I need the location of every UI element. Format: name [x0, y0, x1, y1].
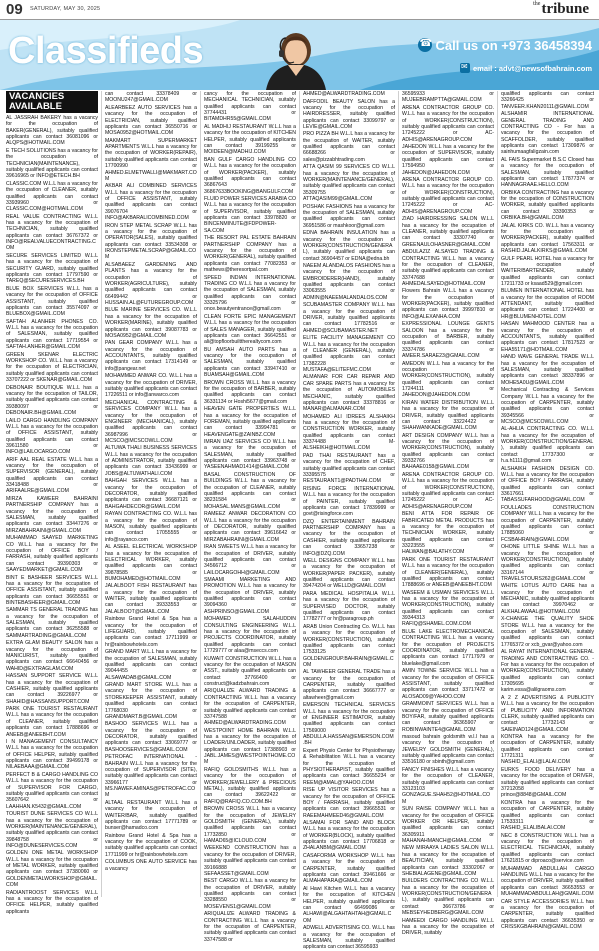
classified-ad: CLEAN FORTE EPIC MANAGEMENT W.L.L has a vacancy for the occupation of SALES MANAGER, suitably qualified applicants can contact 36642551 or ali@topfloorbuilttherealtycom.com — [204, 313, 296, 346]
classified-ad: IMRAN IJAZ SERVICES CO W.L.L has a vacancy for the occupation of SALESMAN, suitably qualified applicants can contact 33963748 or YASEENAHMAD1414@GMAIL.COM — [204, 439, 296, 471]
classified-ad: REAL VALUE CONTRACTING W.L.L has a vacancy for the occupation of TECHNICIAN, suitably qualified applicants can contact 36767372 or INFO@REALVALUECONTRACTING.COM — [6, 213, 98, 252]
classified-ad: AKBAR ALI COMBINED SERVICES W.L.L has a vacancy for the occupation of OFFICE ASSISTANT, suitably qualified applicants can contact 39076704 or INFO@AKBARALICOMBINED.COM — [105, 183, 197, 222]
classified-ad: Flowers Bahrain W.L.L has a vacancy for the occupation of WORKER(PACKER), suitably qualified applicants can contact 39997810 or INFO@ALEXANHA.COM — [402, 288, 494, 320]
classified-ad: SMAAMI MARKETING AND PROMOTION W.L.L has a vacancy for the occupation of DRIVER, suitably qualified applicants can contact 39094360 or ASHPRINSO@GMAIL.COM — [204, 577, 296, 615]
classified-ad: OHONE LITTLE SHINE W.L.L has a vacancy for the occupation of WORKER(CONSTRUCTION), suitably qualified applicants can contact 33167144 or TRAVELSTOURS262@GMAIL.COM — [501, 544, 594, 582]
classified-ad: EURKS FOOD DELIVERY has a vacancy for the occupation of DRIVER, suitably qualified applicants can contact 37212058 or prince@8848@GMAIL.COM — [501, 766, 594, 799]
classified-ad: ARAB Union Contracting Co. W.L.L has a vacancy for the occupation of WORKER(CONSTRUCTION), suitably qualified applicants can contact 17533125 or GOLDENGROUP.BAHRAIN@GMAIL.COM — [303, 623, 395, 668]
classified-ad: ALTUWA THALI BUSINESS SERVICES W.L.L has a vacancy for the occupation of ADMINISTRATOR, suitably qualified applicants can contact 33436999 or JOBS@ALTUWATHALI.COM — [105, 445, 197, 477]
classified-ad: DZQ ENTERTAINMENT BAHRAIN PARTNERSHIP COMPANY has a vacancy for the occupation of CASHIER, suitably qualified applicants can contact 33657238 or INFO@DZQ.COM — [303, 518, 395, 557]
classified-ad: GRAND MART W.L.L has a vacancy for the occupation of SALESMAN, suitably qualified applicants can contact 39044455 or ALSAWADAB@GMAIL.COM — [105, 649, 197, 681]
classified-ad: PARA MEDICAL HOSPITALIA W.L.L has a vacancy for the occupation of SUPERVISED DOCTOR, suitably qualified applicants can contact 17782777 or hr@paragroup.ph — [303, 590, 395, 623]
classified-ad: RAYAN CONTRACTING CO. W.L.L has a vacancy for the occupation of MASON, suitably qualified applicants can contact 17055555 or info@rayanco.com — [105, 511, 197, 543]
classified-ad: RISING FORCE INTERNATIONAL W.L.L has a vacancy for the occupation of PAINTER, suitably qualified applicants can contact 17839999 or govt@risingforce.com — [303, 485, 395, 518]
classified-ad: RAFIQ GOLDSMITHS W.L.L has a vacancy for the occupation of WORKER(JEWELLERY & PRECIOUS METAL), suitably qualified applicants can contact 39622422 or RAFIQ@RAFIQ.CO.COM.BH — [204, 766, 296, 805]
classified-ad: AL ASEEL ELECTRICAL WORKSHOP has a vacancy for the occupation of ELECTRICAL WORKER, suitably qualified applicants can contact 39878585 or BUMOHAMED@HOTMAIL.COM — [105, 544, 197, 582]
classified-ad: GRAMMOINT SERVICES W.L.L has a vacancy for the occupation of OFFICE BOY/FAR, suitably qualified applicants can contact 36365907 or ROBINWAINTE4@GMAIL.COM — [402, 701, 494, 733]
classified-ad: MECHANICAL CONTRACTING & SERVICES COMPANY W.L.L has a vacancy for the occupation of ENGINEER (MECHANICAL), suitably qualified applicants can contact 36987996 or MCSCO@MCSCOWLL.COM — [105, 399, 197, 444]
classified-ad: can contact 33378409 or MOONU247@GMAIL.COM — [105, 91, 197, 104]
classified-ad: ALEARBEEZ AUTO SERVICES has a vacancy for the occupation of ELECTRICIAN, suitably qualified applicants can contact 36550716 or MOSA0952@HOTMAIL.COM — [105, 104, 197, 137]
section-heading: VACANCIES AVAILABLE — [6, 91, 98, 113]
classified-ad: SUN RAISE COMPANY W.L.L has a vacancy for the occupation of OFFICE WORKER OR HELPER, suitably qualified applicants can contact 36305911 or MAHANAHMANCH@GMAIL.COM — [402, 806, 494, 844]
classified-ad: POSHAK FASHIONS has a vacancy for the occupation of SALESMAN, suitably qualified applicants can contact 36951586 or mashkoor@gmail.com — [303, 203, 395, 229]
classified-ad: RISE UP VISITOR SERVICES has a vacancy for the occupation of OFFICE BOY / FARRASH, suitably qualified applicants can contact 39665531 or RAEEMAHMEED46@GMAIL.COM — [303, 787, 395, 819]
classified-ad: ALTAAL RESTAURANT W.L.L has a vacancy for the occupation of WAITER/BAR, suitably qualified applicants can contact 17771789 or bunser@hamadco.com — [105, 799, 197, 832]
classified-ad: AL FAIS Supermarket B.S.C Closed has a vacancy for the occupation of SALESMAN, suitably qualified applicants can contact 17877374 or HANNAGRAAE.HELLO.COM — [501, 156, 594, 189]
classified-ad: AL RAYAT INTERNATIONAL GENERAL TRADING AND CONTRACTING CO. - For has a vacancy for the occupation of WORKER(CONSTRUCTION), suitably qualified applicants can contact 17305695 or karim.essa@alilgraoms.com — [501, 649, 594, 694]
classified-ad: RADIANTROOST SERVICES W.L.L has a vacancy for the occupation of OFFICE HELPER, suitably qualified applicants — [6, 889, 98, 915]
classified-columns — [3, 91, 597, 951]
ad-list — [501, 91, 594, 930]
classified-ad: Al Hawi Kitchen W.L.L has a vacancy for the occupation of KITCHEN HELPER, suitably qualified applicants can contact 66499086 or ALHAWI@ALGAHTAHTAH@GMAIL.COM — [303, 885, 395, 924]
classified-ad: BROWN CROSS W.L.L has a vacancy for the occupation of JEWELRY GOLDSMITH (GENERAL), suitably qualified applicants can contact 17732850 or HAMAD65@ICLOUD.COM — [204, 806, 296, 844]
classified-ad: ALMANAR FOR CAR REPAIR AND CAR SPARE PARTS has a vacancy for the occupation of AUTOMOBILES MECHANIC, suitably qualified applicants can contact 33378816 or MANAR@ALMANAR.COM — [303, 374, 395, 413]
column-1 — [3, 91, 102, 915]
classified-ad: MOHAMMED ANWAR CO. W.L.L has a vacancy for the occupation of DRIVER, suitably qualified applicants can contact 17226511 or info@anwarco.com — [105, 373, 197, 399]
classified-ad: BLUE MARINE SERVICES CO. W.L.L has a vacancy for the occupation of WORKER(MARINE), suitably qualified applicants can contact 39087783 or MOSA0952@GMAIL.COM — [105, 307, 197, 339]
classified-ad: DAFFODIL BEAUTY SALON has a vacancy for the occupation of HAIRDRESSER, suitably qualified applicants can contact 33099797 or LEVIE@GMAIL.COM — [303, 98, 395, 130]
classified-ad: BLUMEN INTERNATIONAL HOTEL has a vacancy for the occupation of ROOM ATTENDANT, suitably qualified applicants can contact 17224400 or HR@BLUMENHOTEL.COM — [501, 288, 594, 320]
page-number: 09 — [6, 1, 23, 18]
classified-ad: AL TAWHEER GENERAL TRADE has a vacancy for the occupation of CARPENTER, suitably qualified applicants can contact 36667777 or altawheer@gmail.com — [303, 669, 395, 701]
ad-list — [303, 91, 395, 951]
column-3 — [201, 91, 300, 943]
classified-ad: MAKMART SUPERMARKET APARTMENTS W.L.L has a vacancy for the occupation of WORKER(REPAIR), suitably qualified applicants can contact 17700990 or AHMED.ELMETWALLI@MAKMART.COM — [105, 137, 197, 182]
classified-ad: AL-AHLIA CONTRACTING CO. W.L.L has a vacancy for the occupation of WORKER(CONSTRUCTION/GENERAL), suitably qualified applicants can contact 17737300 or h.a.h1111@gmail.com — [501, 426, 594, 465]
column-4 — [300, 91, 399, 951]
phone-icon — [418, 38, 432, 52]
classified-ad: DEBONAIR BOUTIQUE W.L.L has a vacancy for the occupation of TAILOR, suitably qualified applicants can contact 39380097 or DEBONAIR.BH@GMAIL.COM — [6, 384, 98, 416]
classified-ad: MIRZA KAWEER BAHRAINI PARTNERSHIP COMPANY has a vacancy for the occupation of SALESMAN, suitably qualified applicants can contact 33447276 or MIRZABAHRAINI@GMAIL.COM — [6, 496, 98, 534]
classified-ad: ATTA QASIM 99 SERVICES CO W.L.L has a vacancy for the occupation of WORKER(MAINTENANCE/GENERAL), suitably qualified applicants can contact 35309755 or ATTAQASIM99@GMAIL.COM — [303, 164, 395, 203]
call-center-woman-image — [248, 24, 344, 90]
classified-ad: NAEEM ALANDALOS FASHIONS has a vacancy for the occupation of EMBROIDERER(HAND), suitably qualified applicants can contact 33063555 or ADMIN@NAEEMALANDALOS.COM — [303, 263, 395, 301]
classified-ad: CLASSIC.COM W.L.L has a vacancy for the occupation of CLEANER, suitably qualified applicants can contact 33939960 or CLASSIC.COM@HOTMAIL.COM — [6, 180, 98, 213]
classified-ad: HAND WAVE GENERAL TRADE W.L.L has a vacancy for the occupation of SALESMAN, suitably qualified applicants can contact 38337896 or MOHE5A0U@GMAIL.COM — [501, 354, 594, 386]
ad-list — [105, 91, 197, 872]
classified-ad: 36595933 or MUJEEBRAMPTTA@GMAIL.COM — [402, 91, 494, 104]
classified-ad: ARIF AAL REAL ESTATE W.L.L has a vacancy for the occupation of SUPERVISOR (GENERAL), suitably qualified applicants can contact 33418488 or ARIFAALRE@GMAIL.COM — [6, 456, 98, 495]
classified-ad: HEAVEN GATE PROPERTIES W.L.L has a vacancy for the occupation of FOREMAN, suitably qualified applicants can contact 33994781 or HEAVENGATE@ZAINBZ.COM — [204, 406, 296, 438]
classified-ad: I N MANAGEMENT CONSULTANCY W.L.L has a vacancy for the occupation of OFFICE HELPER, suitably qualified applicants can contact 39499178 or NILAEBAAA@GMAIL.COM — [6, 739, 98, 771]
email-text — [392, 62, 592, 74]
classified-ad: JALAL KIRKS CO. W.L.L has a vacancy for the occupation of WORKER(PACKER), suitably qualified applicants can contact 17563311 or RASHID.JALALKIRKS@GMAIL.COM — [501, 222, 594, 254]
classified-ad: PERFECT B & CARGO HANDLING CO W.L.L has a vacancy for the occupation of SUPERVISOR FOR CARGO, suitably qualified applicants can contact 35607642 or LAAHHAN.K5432@GMAIL.COM — [6, 771, 98, 810]
classified-ad: Rainbow Grand Hotel & Spa has a vacancy for the occupation of LIFEGUARD, suitably qualified applicants can contact 17711999 or hr@rainbowhotels.com — [105, 616, 197, 648]
classified-ad: ABDULAZIZ ALSAYED TRADING & CONTRACTING W.L.L has a vacancy for the occupation of CLEANER, suitably qualified applicants can contact 33747688 or AHMEDALSAYED@HOTMAIL.COM — [402, 249, 494, 287]
classified-ad: AHMED@ALWARDTRADING.COM — [303, 91, 385, 97]
envelope-icon — [460, 63, 470, 73]
classified-ad: AMEDON W.L.L has a vacancy for the occupation of WORKER(CONSTRUCTION), suitably qualified applicants can contact 17244111 or JAHEDON@JAHEDON.COM — [402, 360, 494, 399]
classified-ad: KONTRA has a vacancy for the occupation of CARPENTER, suitably qualified applicants can contact 17721311 or NASHID_ELALI@LALAI.COM — [501, 734, 594, 766]
classified-ad: SECURE SERVICES LIMITED W.L.L has a vacancy for the occupation of SECURITY GUARD, suitably qualified applicants can contact 17797590 or TAREQ@SECURESERVICES.BH — [6, 252, 98, 285]
classified-ad: PETROFAC INTERNATIONAL - BAHRAIN W.L.L has a vacancy for the occupation of SUPERVISOR (SITE), suitably qualified applicants can contact 33966177 or MS.NAWEF.AMINAS@PETROFAC.COM — [105, 754, 197, 799]
classified-ad: IRAN SWEETS W.L.L has a vacancy for the occupation of DRIVER, suitably qualified applicants can contact 34566712 or LAILOCARGOHH@GMAIL.COM — [204, 544, 296, 576]
classified-ad: Mechanical Contracting & Services Company W.L.L has a vacancy for the occupation of CARPENTER, suitably qualified applicants can contact 39345566 or MCSCO@MCSCOWLL.COM — [501, 387, 594, 425]
edition-date: SATURDAY, MAY 30, 2025 — [30, 6, 101, 12]
classified-ad: ARENA CONTRACTOR GROUP CO. W.L.L has a vacancy for the occupation of WORKER(CONSTRUCTION), suitably qualified applicants can contact 17245222 or AC-ADHIS@ARENAGROUP.COM — [402, 104, 494, 143]
classified-ad: JALALBOOT FISH RESTAURANT has a vacancy for the occupation of WAITER, suitably qualified applicants can contact 39333553 or JALALBOOT@GMAIL.COM — [105, 583, 197, 615]
classified-ad: ORBIKA CONTRACTING has a vacancy for the occupation of CONSTRUCTION WORKER, suitably qualified applicants can contact 33390353 or ORBIKA.BH@GMAIL.COM — [501, 189, 594, 222]
classified-ad: X-CHANGE THE QUALITY SHOE STORE W.L.L has a vacancy for the occupation of SALESMAN, suitably qualified applicants can contact 17765372 or xcb_gvar@yahoo.com — [501, 616, 594, 648]
banner-title: Classifieds — [8, 30, 204, 72]
column-6 — [498, 91, 597, 930]
classified-ad: AL MADHIJ RESTAURANT W.L.L has a vacancy for the occupation of KITCHEN HELPER, suitably qualified applicants can contact 39199255 or MOIDEEN@MADHIJ.COM — [204, 123, 296, 156]
classified-ad: AMIN TOWNE SERVICE W.L.L has a vacancy for the occupation of OFFICE ASSISTANT, suitably qualified applicants can contact 33717472 or ALOSAD09@YAHOO.COM — [402, 668, 494, 700]
classified-ad: SAFTAH ALANHER PHONES CO. W.L.L has a vacancy for the occupation of SALESMAN, suitably qualified applicants can contact 17719554 or SAFTAH.ANHER@GMAIL.COM — [6, 318, 98, 351]
classified-ad: BAHGAH SERVICES W.L.L has a vacancy for the occupation of DECORATOR, suitably qualified applicants can contact 36687121 or BAHGAHDECOR@GMAIL.COM — [105, 478, 197, 510]
classified-ad: Rainbow Grand Hotel & Spa has a vacancy for the occupation of COOK, suitably qualified applicants can contact 17711999 or hr@rainbowhotels.com — [105, 832, 197, 858]
classified-ad: PARK ONE TOURIST RESTAURANT W.L.L has a vacancy for the occupation of CLEANER(GENERAL), suitably qualified applicants can contact 17888696 or ANEEB@ANEEBHT.COM — [402, 556, 494, 589]
classified-ad: HASSAN SUPPORT SERVICE W.L.L has a vacancy for the occupation of CASHIER, suitably qualified applicants can contact 39226977 or SHAHID@HASSANSUPPORT.COM — [6, 673, 98, 705]
classified-ad: EDNA BAHRAIN INSULATION has a vacancy for the occupation of WORKER(CONSTRUCTION/GENERAL), suitably qualified applicants can contact 36904457 or EDNA@edna.bh — [303, 230, 395, 262]
classified-ad: KIRAN WATER DISTRIBUTION W.L.L has a vacancy for the occupation of DRIVER, suitably qualified applicants can contact 33224422 or SHAHWANKADE@GMAIL.COM — [402, 399, 494, 432]
classifieds-banner — [0, 20, 599, 90]
email-label: email : advt@newsofbahrain.com — [472, 63, 592, 73]
classified-ad: HAMEEDI CARGO HANDLING W.L.L has a vacancy for the occupation of DRIVER, suitably — [402, 917, 494, 937]
classified-ad: FLUID POWER SERVICES ARABIA CO W.L.L has a vacancy for the occupation of SUPERVISOR, suitably qualified applicants can contact 33978820 or BINCENMINUTE@FDPOWER-SA.COM — [204, 196, 296, 234]
classified-ad: SPEED INDIAN INTERNATIONAL TRADING CO W.L.L has a vacancy for the occupation of SALESMAN, suitably qualified applicants can contact 33325796 or once.beautyentrance@gmail.com — [204, 274, 296, 313]
classified-ad: BEST CARGO W.L.L has a vacancy for the occupation of DRIVER, suitably qualified applicants can contact 33288550 or MOSEVENS1@GMAIL.COM — [204, 878, 296, 910]
classified-ad: cancy for the occupation of MECHANICAL TECHNICIAN, suitably qualified applicants can contact 37744431 or BITAMDHR55@GMAIL.COM — [204, 91, 296, 123]
column-2 — [102, 91, 201, 897]
classified-ad: BUILDERS CONTRACTING CO W.L.L has a vacancy for the occupation of WORKER(CONSTRUCTION/GENERAL), suitably qualified applicants can contact 36673786 or MEBSEYHEDBERG@GMAIL.COM — [402, 878, 494, 917]
classified-ad: ZIAD HAIRDRESSING SALON W.L.L has a vacancy for the occupation of CLEANER, suitably qualified applicants can contact 33307740 or GREENAULOHASNER@GMAIL.COM — [402, 216, 494, 248]
classified-ad: FOULLADES CONSTRUCTION COMPANY W.L.L has a vacancy for the occupation of CARPENTER, suitably qualified applicants can contact 17885060 or FCSBAHRAIN@GMAIL.COM — [501, 504, 594, 543]
classified-ad: WELL DESIGNS COMPANY W.L.L has a vacancy for the occupation of WORKER(PAPER PACKER), suitably qualified applicants can contact 39474204 or WELLD@GMAIL.COM — [303, 558, 395, 590]
column-5 — [399, 91, 498, 937]
classified-ad: BASAL CONSTRUCTION OF BUILDINGS W.L.L has a vacancy for the occupation of CLEANER, suitably qualified applicants can contact 38231584 or MOHASAL.MANS@GMAIL.COM — [204, 472, 296, 510]
classified-ad: KONTRA has a vacancy for the occupation of CARPENTER, suitably qualified applicants can contact 17533311 or RASHID_ELALIBALAI.COM — [501, 799, 594, 832]
classified-ad: EMERSON TECHNICAL SERVICES W.L.L has a vacancy for the occupation of ENGINEER ESTIMATOR, suitably qualified applicants can contact 17569000 or ABDULLA.HASSAN@EMERSON.COM.BH — [303, 702, 395, 747]
page-header — [0, 0, 599, 20]
classified-ad: BU AMSAH AUTO PARTS has a vacancy for the occupation of SALESMAN, suitably qualified applicants can contact 33947410 or BUAMSAH@GMAIL.COM — [204, 346, 296, 379]
ad-list — [402, 91, 494, 937]
classified-ad: MUHAMMAD SAAYED MARKETING CO W.L.L has a vacancy for the occupation of OFFICE BOY / FARRASH, suitably qualified applicants can contact 39390303 or SAAYEDMARKET@GMAIL.COM — [6, 535, 98, 573]
classified-ad: GULF PEARL HOTEL has a vacancy for the occupation of WAITER/BARTENDER, suitably qualified applicants can contact 17211733 or ksaad529@gmail.com — [501, 255, 594, 287]
ad-list — [204, 91, 296, 943]
classified-ad: COLUMBUS ONE AUTO SERVICE has a vacancy — [105, 859, 197, 872]
classified-ad: E TECH SOLUTIONS has a vacancy for the occupation of TECHNICIAN(MAINTENANCE), suitably qualified applicants can contact 39616965 or INFO@ETECH.BH — [6, 147, 98, 180]
classified-ad: RAMEEZ ANWAR DECORATION CO W.L.L has a vacancy for the occupation of DECORATOR, suitably qualified applicants can contact 39616642 or MIRZABAHRAINI@GMAIL.COM — [204, 511, 296, 543]
classified-ad: ARENA CONTRACTOR GROUP CO. W.L.L has a vacancy for the occupation of WORKER(CONSTRUCTION), suitably qualified applicants can contact 17245222 or AC-ADHIS@ARENAGROUP.COM — [402, 472, 494, 510]
classified-ad: BINT E BASHEER SERVICES W.L.L has a vacancy for the occupation of OFFICE ASSISTANT, suitably qualified applicants can contact 36655551 or BINTEBASHEER@GMAIL.COM — [6, 574, 98, 606]
classified-ad: WHITE LOTUS AUTO CARE has a vacancy for the occupation of MECHANIC, suitably qualified applicants can contact 39970462 or ALKHALAWAAL@HOTMAIL.COM — [501, 583, 594, 615]
classified-ad: BENI ATTA FOR REPAIR OF FABRICATED METAL PRODUCTS has a vacancy for the occupation of TECHNICIAN WORKER, suitably qualified applicants can contact 33223555 or HALWAN@BALATHY.COM — [402, 511, 494, 556]
call-us-text — [392, 34, 592, 56]
classified-ad: KUWAIT CONSTRUCTION W.L.L has a vacancy for the occupation of MASON ASST., suitably qualified applicants can contact 37766400 or construct@kadzbahrain.com — [204, 655, 296, 687]
classified-ad: ARIQUALIZE ALWARD TRADING & CONTRACTING W.L.L has a vacancy for the occupation of CARPENTER, suitably qualified applicants can contact 33747588 or AHMED@ALWARDTRADING.COM — [204, 688, 296, 727]
classified-ad: IRON STEP METAL SCRAP W.L.L has a vacancy for the occupation of OPERATOR(SALES), suitably qualified applicants can contact 33534308 or IRONSTEPMETALSCRAP@GMAIL.COM — [105, 222, 197, 261]
classified-ad: BLUE LAKE ELECTROMECHANICAL CONTRACTING W.L.L has a vacancy for the occupation of PROJECTS COORDINATOR, suitably qualified applicants can contact 17717979 or bluelake@gmail.com — [402, 629, 494, 667]
classified-ad: EXTRA GLAM BEAUTY SALON has a vacancy for the occupation of MANICURIST, suitably qualified applicants can contact 66640456 or WAHID@EXTRAGLAM.COM — [6, 640, 98, 672]
masthead-prefix: the — [533, 1, 541, 7]
classified-ad: WEEKEND CONSTRUCTION has a vacancy for the occupation of DRIVER, suitably qualified applicants can contact 39166888 or SEFAASSET@GMAIL.COM — [204, 845, 296, 877]
classified-ad: BASHOO SERVICES W.L.L has a vacancy for the occupation of DECORATOR, suitably qualified applicants can contact 33069777 or BASHOOSERVICES@GMAIL.COM — [105, 721, 197, 753]
classified-ad: CAR STYLE ACCESSORIES W.L.L has a vacancy for the occupation of CARPENTER, suitably qualified applicants can contact 36635350 or CRISSKGBAHRAIN@GMAIL.COM — [501, 898, 594, 930]
classified-ad: TOURIST DUNE SERVICES CO W.L.L has a vacancy for the occupation of WORKER(MAINTENANCE/GENERAL), suitably qualified applicants can contact 39848758 or INFO@DUNESERVICES.COM — [6, 811, 98, 849]
classified-ad: ALSABAEEZ GARDENING AND PLANTS has a vacancy for the occupation of WORKER(AGRICULTURE), suitably qualified applicants can contact 66499442 or HUSSAIN.AL@FUTUREGROUP.COM — [105, 261, 197, 306]
classified-ad: qualified applicants can contact 33266425 or TANVEER.KHAN20111@GMAIL.COM — [501, 91, 594, 110]
classified-ad: MOHAMED SALAHUDDIN CONSULTING ENGINEERING W.L.L has a vacancy for the occupation of PROJECTS COORDINATOR, suitably qualified applicants can contact 17729777 or alaa@mseccs.com — [204, 616, 296, 655]
classified-ad: SCUBAMASTER COMPANY W.L.L has a vacancy for the occupation of DRIVER, suitably qualified applicants can contact 17782516 or AHMED@SCUBAMASTER.NET — [303, 302, 395, 334]
masthead-name: tribune — [541, 1, 589, 17]
classified-ad: NEW MIRAAYA LADIES SALON W.L.L has a vacancy for the occupation of BEAUTICIAN, suitably qualified applicants can contact 33302067 or SHEBIALAGENE@GMAIL.COM — [402, 845, 494, 877]
classified-ad: HASAN MAHMOOD CENTER has a vacancy for the occupation of ACCOUNTANTS, suitably qualified applicants can contact 17817523 or EHA55171@HOTMAIL.COM — [501, 321, 594, 353]
classified-ad: CASAFORMA WORKSHOP W.L.L has a vacancy for the occupation of CARPENTER, suitably qualified applicants can contact 39461666 or ALMAHAPARA@GMAIL.COM — [303, 853, 395, 885]
classified-ad: PRO PIZZA BH W.L.L has a vacancy for the occupation of WAITER, suitably qualified applicants can contact 66688266 or sales@pizzabhtrading.com — [303, 131, 395, 163]
classified-ad: MOHAMED ALI IDREES ALSHAIKH has a vacancy for the occupation of CONSTRUCTION WORKER, suitably qualified applicants can contact 33374488 or M-ALSHEIKH@HOTMAIL.COM — [303, 413, 395, 452]
classified-ad: EXPRESSIONAL LOUNGE GENTS SALOON has a vacancy for the occupation of BARBER, suitably qualified applicants can contact 33374786 or AMEER.SARAE23@GMAIL.COM — [402, 321, 494, 360]
classified-ad: AL JASSRAH BAKERY has a vacancy for the occupation of BAKER(GENERAL), suitably qualified applicants can contact 36081096 or ALQPS@HOTMAIL.COM — [6, 115, 98, 147]
classified-ad: NEC 8 CONSTRUCTION W.L.L has a vacancy for the occupation of ELECTRICAL TECHNICIAN, suitably qualified applicants can contact 17621815 or diproaco@service.com — [501, 832, 594, 865]
classified-ad: JAHEDON W.L.L has a vacancy for the occupation of SUPERVISOR, suitably qualified applicants can contact 17594950 or JAHEDON@JAHEDON.COM — [402, 144, 494, 176]
classified-ad: ALSHAIKH FASHION DESIGN CO. W.L.L has a vacancy for the occupation of OFFICE BOY / FARRASH, suitably qualified applicants can contact 33617661 or TABASSUFARHOOD@GMAIL.COM — [501, 465, 594, 504]
classified-ad: ADWELL ADVERTISING CO. W.L.L has a vacancy for the occupation of SALESMAN, suitably qualified applicants can contact 36595933 — [303, 925, 395, 951]
classified-ad: A 2 Z ADVERTISING & PUBLICITY W.L.L has a vacancy for the occupation of PUBLICITY AND INFORMATION CLERK, suitably qualified applicants can contact 17732143 or SAIEINAD124@GMAIL.COM — [501, 694, 594, 733]
classified-ad: ELITE FACILITY MANAGEMENT CO W.L.L has a vacancy for the occupation of CLEANER (GENERAL), suitably qualified applicants can contact 17382228 or MUSTAFA@ELITEFMC.COM — [303, 335, 395, 373]
classified-ad: PAN GEAR COMPANY W.L.L has a vacancy for the occupation of ACCOUNTANTS, suitably qualified applicants can contact 17314149 or info@pangear.net — [105, 340, 197, 372]
classified-ad: ALSHAMIR INTERNATIONAL GENERAL TRADING AND CONTRACTING CO - For has a vacancy for the occupation of SCAFFOLDER, suitably qualified applicants can contact 17309876 or sainhumaagfaligzain.com — [501, 111, 594, 156]
classified-ad: SAMMAR TS GENERAL TRADING has a vacancy for the occupation of SALESMAN, suitably qualified applicants can contact 36255588 or SAMMARTRADING@GMAIL.COM — [6, 607, 98, 639]
ad-list — [6, 115, 98, 915]
classified-ad: GRAND MART STORE W.L.L has a vacancy for the occupation of STOREKEEPER ASSISTANT, suitably qualified applicants can contact 17768030 or GRANDMART.B@GMAIL.COM — [105, 682, 197, 720]
classified-ad: WASEEM & USMAN SERVICES W.L.L has a vacancy for the occupation of WORKER(CONSTRUCTION), suitably qualified applicants can contact 39344313 or RAFIQ@SHAMEL.COM.COM — [402, 589, 494, 628]
classified-ad: BAN GULF CARGO HANDLING CO W.L.L has a vacancy for the occupation of WORKER(PACKER), suitably qualified applicants can contact 36867643 or 36867633BOOKING@BANGULF.COM — [204, 156, 296, 195]
call-us-label: Call us on +973 36458394 — [435, 37, 592, 53]
classified-ad: LAILO CARGO HANDLING COMPANY W.L.L has a vacancy for the occupation of OFFICE ASSISTANT, suitably qualified applicants can contact 39611580 or INFO@LAILOCARGO.COM — [6, 417, 98, 456]
classified-ad: BLUE BOX SERVICES W.L.L has a vacancy for the occupation of OFFICE ASSISTANT, suitably qualified applicants can contact 35574097 or BLUEBOX@GMAIL.COM — [6, 285, 98, 318]
classified-ad: ALSAMAI FOR SAND AND BLOCK W.L.L has a vacancy for the occupation of WORKER(BLOCK), suitably qualified applicants can contact 17706818 or ZHALANBM@GMAIL.COM — [303, 820, 395, 852]
classified-ad: ART DESIGN COMPANY W.L.L has a vacancy for the occupation of WORKER(CONSTRUCTION), suitably qualified applicants can contact 39332766 or BAHAAE0158@GMAIL.COM — [402, 432, 494, 471]
classified-ad: FANCY FINISHES W.L.L has a vacancy for the occupation of CLEANER, suitably qualified applicants can contact 33123103 or GONZAGUE.SHAH52@HOTMAIL.COM — [402, 766, 494, 805]
classified-ad: ARENA CONTRACTOR GROUP CO. W.L.L has a vacancy for the occupation of WORKER(CONSTRUCTION), suitably qualified applicants can contact 17245222 or AC-ADHIS@ARENAGROUP.COM — [402, 177, 494, 215]
masthead-logo — [533, 1, 589, 18]
classified-ad: PARK ONE TOURIST RESTAURANT W.L.L has a vacancy for the occupation of CLEANER, suitably qualified applicants can contact 17888696 or ANEEB@ANEEBHT.COM — [6, 706, 98, 738]
classified-ad: PAD THAI RESTAURANT has a vacancy for the occupation of CHEF, suitably qualified applicants can contact 33395575 or RESTAURANT1@PADTHAI.COM — [303, 452, 395, 485]
classified-ad: Expert Physio Center for Physiotherapy & Rehabilitation W.L.L has a vacancy for the occupation of PHYSIOTHERAPIST, suitably qualified applicants can contact 36655234 or REEM@AMAL@YAHOO.COM — [303, 747, 395, 786]
classified-ad: ARIQUALIZE ALWARD TRADING & CONTRACTING W.L.L has a vacancy for the occupation of CARPENTER, suitably qualified applicants can contact 33747588 or — [204, 911, 296, 943]
classified-ad: masoud bahrain goldsmith w.l.l has a vacancy for the occupation of JEWELRY GOLDSMITH (GENERAL), suitably qualified applicants can contact 33516180 or sbinth@gmail.com — [402, 734, 494, 766]
classified-ad: GREEN SKENAR ELECTRIC WORKSHOP CO. W.L.L has a vacancy for the occupation of ELECTRICIAN, suitably qualified applicants can contact 33707222 or SKENAR@GMAIL.COM — [6, 351, 98, 384]
classified-ad: GOLDEN ONE METAL WORKSHOP W.L.L has a vacancy for the occupation of METAL WORKER, suitably qualified applicants can contact 37380060 or GOLDENMETALWORKSHOP@GMAIL.COM — [6, 850, 98, 889]
classified-ad: MUHAMMAD ABDULLAH CARGO HANDLING W.L.L has a vacancy for the occupation of DRIVER, suitably qualified applicants can contact 36653553 or MUHAMMADABDULLAH@GMAIL.COM — [501, 865, 594, 898]
classified-ad: THE RESORT PAL ESTATE BAHRAIN PARTNERSHIP COMPANY has a vacancy for the occupation of WORKER(GENERAL), suitably qualified applicants can contact 77082353 or mathews@theresortpal.com — [204, 235, 296, 274]
classified-ad: WESTPOINT HOME BAHRAIN W.L.L has a vacancy for the occupation of LOADER/UNLOADER, suitably qualified applicants can contact 17388903 or JABL.JAMES@WESTPOINTHOME.COM — [204, 727, 296, 766]
classified-ad: BROWN CROSS W.L.L has a vacancy for the occupation of BARBER, suitably qualified applicants can contact 36331134 or Hoshi5677@gmail.com — [204, 379, 296, 405]
